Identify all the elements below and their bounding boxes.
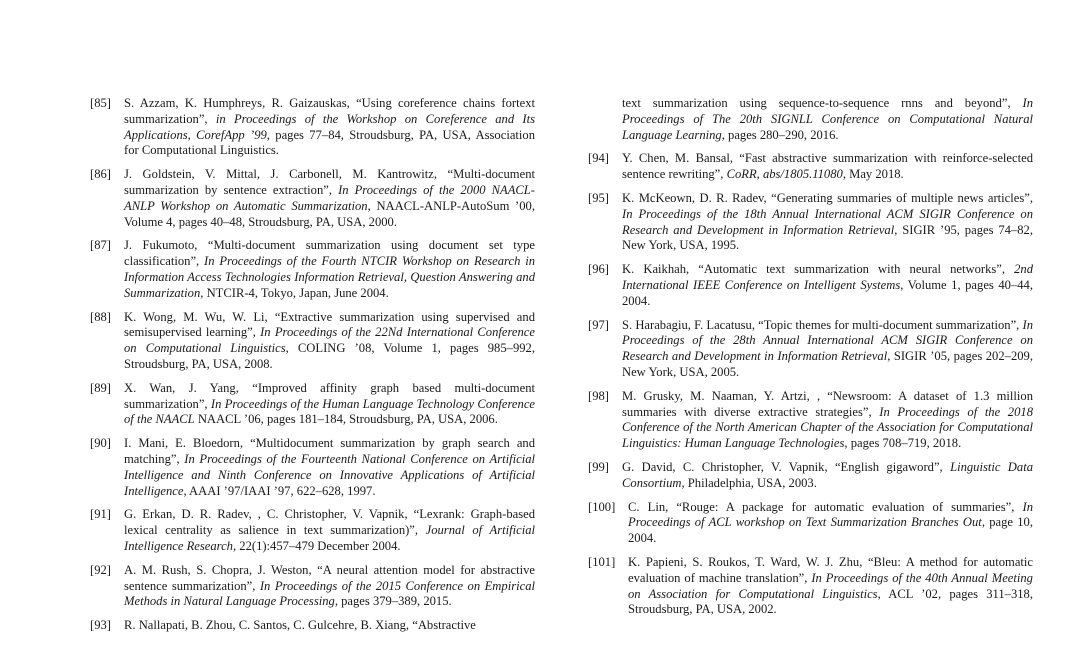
reference-89 <box>90 381 535 428</box>
reference-text: K. Papieni, S. Roukos, T. Ward, W. J. Zhu, “Bleu: A method for automatic evaluation of machine translation”, <box>628 554 1033 585</box>
right-column <box>588 96 1033 626</box>
reference-text: K. Wong, M. Wu, W. Li, “Extractive summarization using supervised and semisupervised learning”, <box>124 309 535 340</box>
reference-number: [86] <box>90 167 111 182</box>
reference-95 <box>588 191 1033 254</box>
reference-venue: In Proceedings of the 22Nd International Conference on Computational Linguistics <box>124 325 535 356</box>
reference-text: S. Harabagiu, F. Lacatusu, “Topic themes for multi-document summarization”, <box>622 317 1023 332</box>
reference-venue: In Proceedings of ACL workshop on Text Summarization Branches Out <box>628 499 1033 530</box>
reference-venue: In Proceedings of the 40th Annual Meeting on Association for Computational Linguistics <box>628 570 1033 601</box>
reference-number: [97] <box>588 317 609 332</box>
reference-98 <box>588 389 1033 452</box>
reference-93 <box>90 618 535 634</box>
reference-text: K. Kaikhah, “Automatic text summarization with neural networks”, <box>622 262 1015 277</box>
reference-venue: Linguistic Data Consortium <box>622 459 1033 490</box>
reference-93-continued <box>588 96 1033 143</box>
reference-tail: , SIGIR ’05, pages 202–209, New York, USA, 2005. <box>622 349 1033 379</box>
reference-97 <box>588 318 1033 381</box>
reference-number: [87] <box>90 238 111 253</box>
reference-number: [93] <box>90 618 111 633</box>
reference-number: [89] <box>90 380 111 395</box>
reference-tail: , pages 708–719, 2018. <box>844 436 962 451</box>
reference-96 <box>588 262 1033 309</box>
reference-text: J. Fukumoto, “Multi-document summarization using document set type classification”, <box>124 238 535 269</box>
reference-number: [88] <box>90 309 111 324</box>
reference-tail: , SIGIR ’95, pages 74–82, New York, USA, 1995. <box>622 222 1033 253</box>
reference-venue: In Proceedings of the Fourteenth National Conference on Artificial Intelligence and Ninth Conference on Innovative Applications of Artificial Intelligence <box>124 451 535 498</box>
reference-text: G. Erkan, D. R. Radev, , C. Christopher, V. Vapnik, “Lexrank: Graph-based lexical centrality as salience in text summarization)”, <box>124 507 535 538</box>
reference-text: G. David, C. Christopher, V. Vapnik, “English gigaword”, <box>622 459 951 474</box>
reference-text: text summarization using sequence-to-sequence rnns and beyond”, <box>622 96 1023 110</box>
reference-venue: In Proceedings of The 20th SIGNLL Conference on Computational Natural Language Learning <box>622 96 1033 142</box>
reference-number: [95] <box>588 190 609 205</box>
reference-text: A. M. Rush, S. Chopra, J. Weston, “A neural attention model for abstractive sentence summarization”, <box>124 562 535 593</box>
reference-venue: In Proceedings of the 28th Annual International ACM SIGIR Conference on Research and Development in Information Retrieval <box>622 317 1033 364</box>
reference-tail: , AAAI ’97/IAAI ’97, 622–628, 1997. <box>183 483 376 498</box>
reference-86 <box>90 167 535 230</box>
reference-number: [85] <box>90 96 111 110</box>
reference-tail: , pages 280–290, 2016. <box>721 127 839 142</box>
reference-tail: NAACL ’06, pages 181–184, Stroudsburg, PA, USA, 2006. <box>194 412 498 427</box>
reference-number: [91] <box>90 507 111 522</box>
reference-tail: , May 2018. <box>842 167 904 182</box>
reference-number: [101] <box>588 554 616 569</box>
reference-text: J. Goldstein, V. Mittal, J. Carbonell, M. Kantrowitz, “Multi-document summarization by sentence extraction”, <box>124 167 535 197</box>
reference-tail: , pages 379–389, 2015. <box>334 594 452 609</box>
reference-number: [92] <box>90 562 111 577</box>
reference-90 <box>90 436 535 499</box>
reference-tail: , NAACL-ANLP-AutoSum ’00, Volume 4, pages 40–48, Stroudsburg, PA, USA, 2000. <box>124 198 535 229</box>
reference-venue: Journal of Artificial Intelligence Research <box>124 523 535 553</box>
reference-text: I. Mani, E. Bloedorn, “Multidocument summarization by graph search and matching”, <box>124 436 535 466</box>
left-column <box>90 96 535 642</box>
reference-venue: In Proceedings of the 2000 NAACL-ANLP Workshop on Automatic Summarization <box>124 182 536 213</box>
reference-94 <box>588 151 1033 183</box>
reference-number: [99] <box>588 459 609 474</box>
reference-number: [90] <box>90 436 111 451</box>
reference-venue: 2nd International IEEE Conference on Intelligent Systems <box>622 262 1033 292</box>
reference-venue: In Proceedings of the 2018 Conference of the North American Chapter of the Association for Computational Linguistics: Human Language Technologies <box>622 404 1033 451</box>
reference-venue: In Proceedings of the 2015 Conference on Empirical Methods in Natural Language Processing <box>124 578 535 609</box>
reference-venue: In Proceedings of the Human Language Technology Conference of the NAACL <box>124 396 535 427</box>
reference-number: [100] <box>588 499 616 514</box>
reference-venue: In Proceedings of the Fourth NTCIR Workshop on Research in Information Access Technologies Information Retrieval, Question Answering and Summarization <box>124 254 535 300</box>
reference-text: Y. Chen, M. Bansal, “Fast abstractive summarization with reinforce-selected sentence rewriting”, <box>622 151 1033 182</box>
reference-tail: , Philadelphia, USA, 2003. <box>681 475 817 490</box>
reference-99 <box>588 460 1033 492</box>
reference-number: [94] <box>588 151 609 166</box>
reference-venue: In Proceedings of the 18th Annual International ACM SIGIR Conference on Research and Development in Information Retrieval <box>622 206 1033 237</box>
reference-87 <box>90 238 535 301</box>
reference-text: K. McKeown, D. R. Radev, “Generating summaries of multiple news articles”, <box>622 190 1033 205</box>
reference-text: M. Grusky, M. Naaman, Y. Artzi, , “Newsroom: A dataset of 1.3 million summaries with diverse extractive strategies”, <box>622 388 1033 419</box>
reference-88 <box>90 310 535 373</box>
reference-tail: , Volume 1, pages 40–44, 2004. <box>622 277 1033 308</box>
reference-91 <box>90 507 535 554</box>
reference-92 <box>90 563 535 610</box>
reference-venue: in Proceedings of the Workshop on Coreference and Its Applications, CorefApp ’99 <box>124 111 536 142</box>
reference-number: [96] <box>588 262 609 277</box>
reference-tail: , ACL ’02, pages 311–318, Stroudsburg, PA, USA, 2002. <box>628 586 1034 617</box>
reference-tail: , page 10, 2004. <box>628 515 1033 546</box>
reference-100 <box>588 500 1033 547</box>
reference-tail: , NTCIR-4, Tokyo, Japan, June 2004. <box>200 285 389 300</box>
reference-text: X. Wan, J. Yang, “Improved affinity graph based multi-document summarization”, <box>124 380 535 411</box>
reference-text: C. Lin, “Rouge: A package for automatic evaluation of summaries”, <box>628 499 1023 514</box>
reference-85 <box>90 96 535 159</box>
reference-number: [98] <box>588 388 609 403</box>
reference-text: R. Nallapati, B. Zhou, C. Santos, C. Gulcehre, B. Xiang, “Abstractive <box>124 618 476 633</box>
reference-tail: , pages 77–84, Stroudsburg, PA, USA, Association for Computational Linguistics. <box>124 127 535 158</box>
reference-101 <box>588 555 1033 618</box>
reference-text: S. Azzam, K. Humphreys, R. Gaizauskas, “Using coreference chains fortext summarization”, <box>124 96 535 126</box>
reference-tail: , 22(1):457–479 December 2004. <box>232 538 401 553</box>
reference-tail: , COLING ’08, Volume 1, pages 985–992, Stroudsburg, PA, USA, 2008. <box>124 341 535 371</box>
reference-venue: CoRR, abs/1805.11080 <box>726 167 843 182</box>
